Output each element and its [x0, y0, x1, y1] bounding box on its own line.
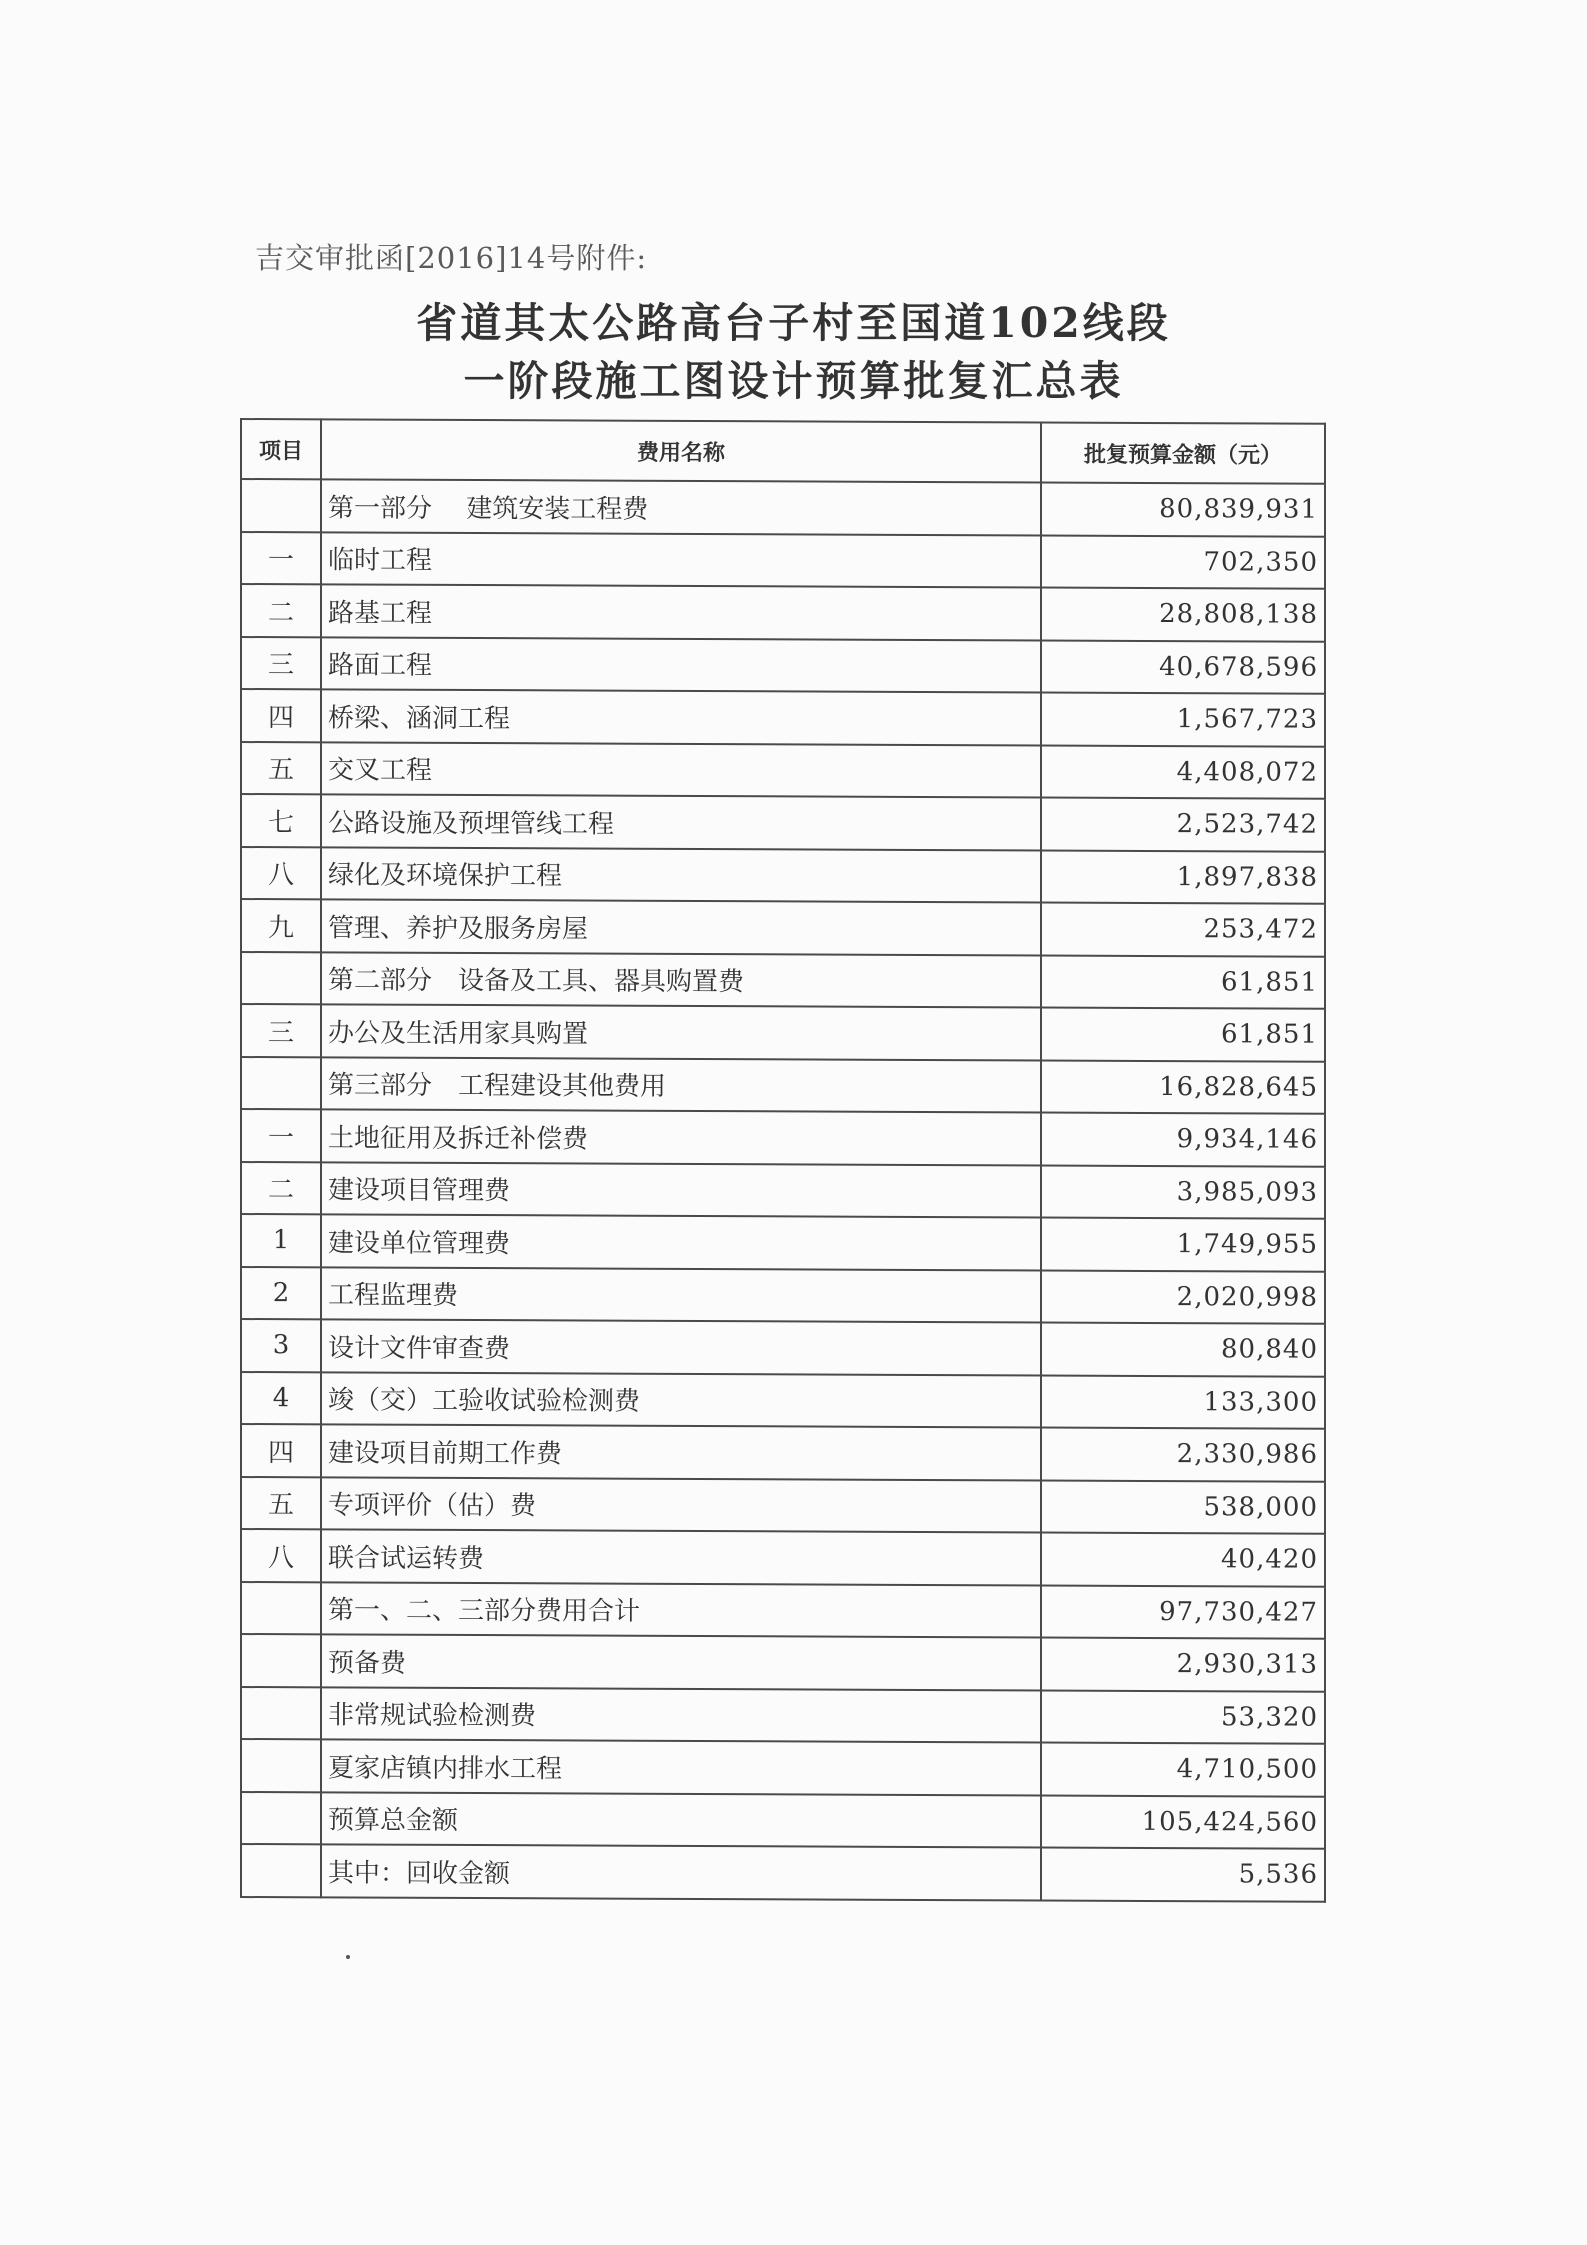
- row-approved-amount: 3,985,093: [1041, 1165, 1325, 1219]
- row-approved-amount: 80,839,931: [1041, 482, 1325, 536]
- table-row: [241, 637, 1325, 694]
- row-approved-amount: 105,424,560: [1041, 1795, 1325, 1849]
- row-cost-name: 第一、二、三部分费用合计: [321, 1582, 1041, 1638]
- document-title-line-2: 一阶段施工图设计预算批复汇总表: [463, 357, 1124, 405]
- table-row: [241, 1109, 1325, 1166]
- table-row: [241, 1792, 1325, 1849]
- row-item-number: [241, 1792, 321, 1845]
- row-cost-name: 交叉工程: [321, 742, 1041, 798]
- row-approved-amount: 4,408,072: [1041, 745, 1325, 799]
- row-approved-amount: 53,320: [1041, 1690, 1325, 1744]
- row-item-number: 八: [241, 1529, 321, 1582]
- scan-speck: [346, 1955, 350, 1959]
- table-row: [241, 532, 1325, 589]
- row-approved-amount: 97,730,427: [1041, 1585, 1325, 1639]
- table-row: [241, 1844, 1325, 1901]
- row-cost-name: 第三部分 工程建设其他费用: [321, 1057, 1041, 1113]
- row-cost-name: 桥梁、涵洞工程: [321, 689, 1041, 745]
- row-approved-amount: 80,840: [1041, 1322, 1325, 1376]
- row-approved-amount: 1,897,838: [1041, 850, 1325, 904]
- row-cost-name: 路面工程: [321, 637, 1041, 693]
- row-item-number: 一: [241, 1109, 321, 1162]
- row-cost-name: 非常规试验检测费: [321, 1687, 1041, 1743]
- row-cost-name: 临时工程: [321, 532, 1041, 588]
- row-cost-name: 建设单位管理费: [321, 1214, 1041, 1270]
- row-approved-amount: 28,808,138: [1041, 587, 1325, 641]
- row-cost-name: 绿化及环境保护工程: [321, 847, 1041, 903]
- row-approved-amount: 2,020,998: [1041, 1270, 1325, 1324]
- row-approved-amount: 538,000: [1041, 1480, 1325, 1534]
- row-cost-name: 建设项目前期工作费: [321, 1424, 1041, 1480]
- budget-summary-table: [240, 418, 1326, 1902]
- table-row: [241, 1687, 1325, 1744]
- row-item-number: 三: [241, 637, 321, 690]
- header-row: [241, 419, 1325, 484]
- row-cost-name: 其中：回收金额: [321, 1844, 1041, 1900]
- row-cost-name: 竣（交）工验收试验检测费: [321, 1372, 1041, 1428]
- row-approved-amount: 1,749,955: [1041, 1217, 1325, 1271]
- row-item-number: 二: [241, 584, 321, 637]
- row-cost-name: 夏家店镇内排水工程: [321, 1739, 1041, 1795]
- header-approved-amount: 批复预算金额（元）: [1041, 422, 1325, 483]
- row-cost-name: 联合试运转费: [321, 1529, 1041, 1585]
- row-cost-name: 第一部分 建筑安装工程费: [321, 479, 1041, 535]
- row-item-number: [241, 1844, 321, 1897]
- row-approved-amount: 40,678,596: [1041, 640, 1325, 694]
- table-row: [241, 1634, 1325, 1691]
- row-item-number: 1: [241, 1214, 321, 1267]
- row-cost-name: 土地征用及拆迁补偿费: [321, 1109, 1041, 1165]
- row-approved-amount: 2,930,313: [1041, 1637, 1325, 1691]
- row-cost-name: 建设项目管理费: [321, 1162, 1041, 1218]
- header-item: 项目: [241, 419, 321, 479]
- table-row: [241, 1004, 1325, 1061]
- row-item-number: 二: [241, 1162, 321, 1215]
- row-item-number: [241, 1687, 321, 1740]
- row-cost-name: 路基工程: [321, 584, 1041, 640]
- table-row: [241, 1057, 1325, 1114]
- row-item-number: [241, 1582, 321, 1635]
- table-header: [241, 419, 1325, 484]
- header-cost-name: 费用名称: [321, 419, 1041, 482]
- row-approved-amount: 1,567,723: [1041, 692, 1325, 746]
- table-row: [241, 1529, 1325, 1586]
- row-item-number: 4: [241, 1372, 321, 1425]
- table-row: [241, 1214, 1325, 1271]
- row-item-number: 三: [241, 1004, 321, 1057]
- row-item-number: 3: [241, 1319, 321, 1372]
- row-cost-name: 管理、养护及服务房屋: [321, 899, 1041, 955]
- row-cost-name: 第二部分 设备及工具、器具购置费: [321, 952, 1041, 1008]
- table-row: [241, 899, 1325, 956]
- row-item-number: 九: [241, 899, 321, 952]
- row-approved-amount: 61,851: [1041, 1007, 1325, 1061]
- attachment-reference: 吉交审批函[2016]14号附件:: [255, 241, 648, 275]
- row-item-number: [241, 479, 321, 532]
- row-approved-amount: 16,828,645: [1041, 1060, 1325, 1114]
- row-item-number: 八: [241, 847, 321, 900]
- row-item-number: 五: [241, 1477, 321, 1530]
- row-approved-amount: 40,420: [1041, 1532, 1325, 1586]
- row-cost-name: 办公及生活用家具购置: [321, 1004, 1041, 1060]
- document-title-line-1: 省道其太公路高台子村至国道102线段: [416, 299, 1171, 347]
- table-row: [241, 1739, 1325, 1796]
- row-item-number: 四: [241, 1424, 321, 1477]
- row-approved-amount: 133,300: [1041, 1375, 1325, 1429]
- table-row: [241, 794, 1325, 851]
- table-body: [241, 479, 1325, 1901]
- table-row: [241, 742, 1325, 799]
- table-row: [241, 1477, 1325, 1534]
- table-row: [241, 1582, 1325, 1639]
- table-row: [241, 1319, 1325, 1376]
- table-row: [241, 689, 1325, 746]
- row-cost-name: 设计文件审查费: [321, 1319, 1041, 1375]
- table-row: [241, 847, 1325, 904]
- row-cost-name: 工程监理费: [321, 1267, 1041, 1323]
- row-approved-amount: 2,523,742: [1041, 797, 1325, 851]
- row-approved-amount: 9,934,146: [1041, 1112, 1325, 1166]
- row-cost-name: 公路设施及预埋管线工程: [321, 794, 1041, 850]
- row-item-number: [241, 1057, 321, 1110]
- row-item-number: 四: [241, 689, 321, 742]
- row-item-number: [241, 1739, 321, 1792]
- row-approved-amount: 5,536: [1041, 1847, 1325, 1901]
- row-item-number: 七: [241, 794, 321, 847]
- table-row: [241, 1162, 1325, 1219]
- row-item-number: [241, 1634, 321, 1687]
- row-item-number: [241, 952, 321, 1005]
- row-approved-amount: 2,330,986: [1041, 1427, 1325, 1481]
- row-approved-amount: 702,350: [1041, 535, 1325, 589]
- row-approved-amount: 253,472: [1041, 902, 1325, 956]
- row-cost-name: 预算总金额: [321, 1792, 1041, 1848]
- row-cost-name: 预备费: [321, 1634, 1041, 1690]
- table-row: [241, 479, 1325, 536]
- row-approved-amount: 61,851: [1041, 955, 1325, 1009]
- table-row: [241, 584, 1325, 641]
- row-item-number: 五: [241, 742, 321, 795]
- table-row: [241, 1424, 1325, 1481]
- table-row: [241, 952, 1325, 1009]
- row-item-number: 2: [241, 1267, 321, 1320]
- table-row: [241, 1267, 1325, 1324]
- row-item-number: 一: [241, 532, 321, 585]
- table-row: [241, 1372, 1325, 1429]
- row-approved-amount: 4,710,500: [1041, 1742, 1325, 1796]
- row-cost-name: 专项评价（估）费: [321, 1477, 1041, 1533]
